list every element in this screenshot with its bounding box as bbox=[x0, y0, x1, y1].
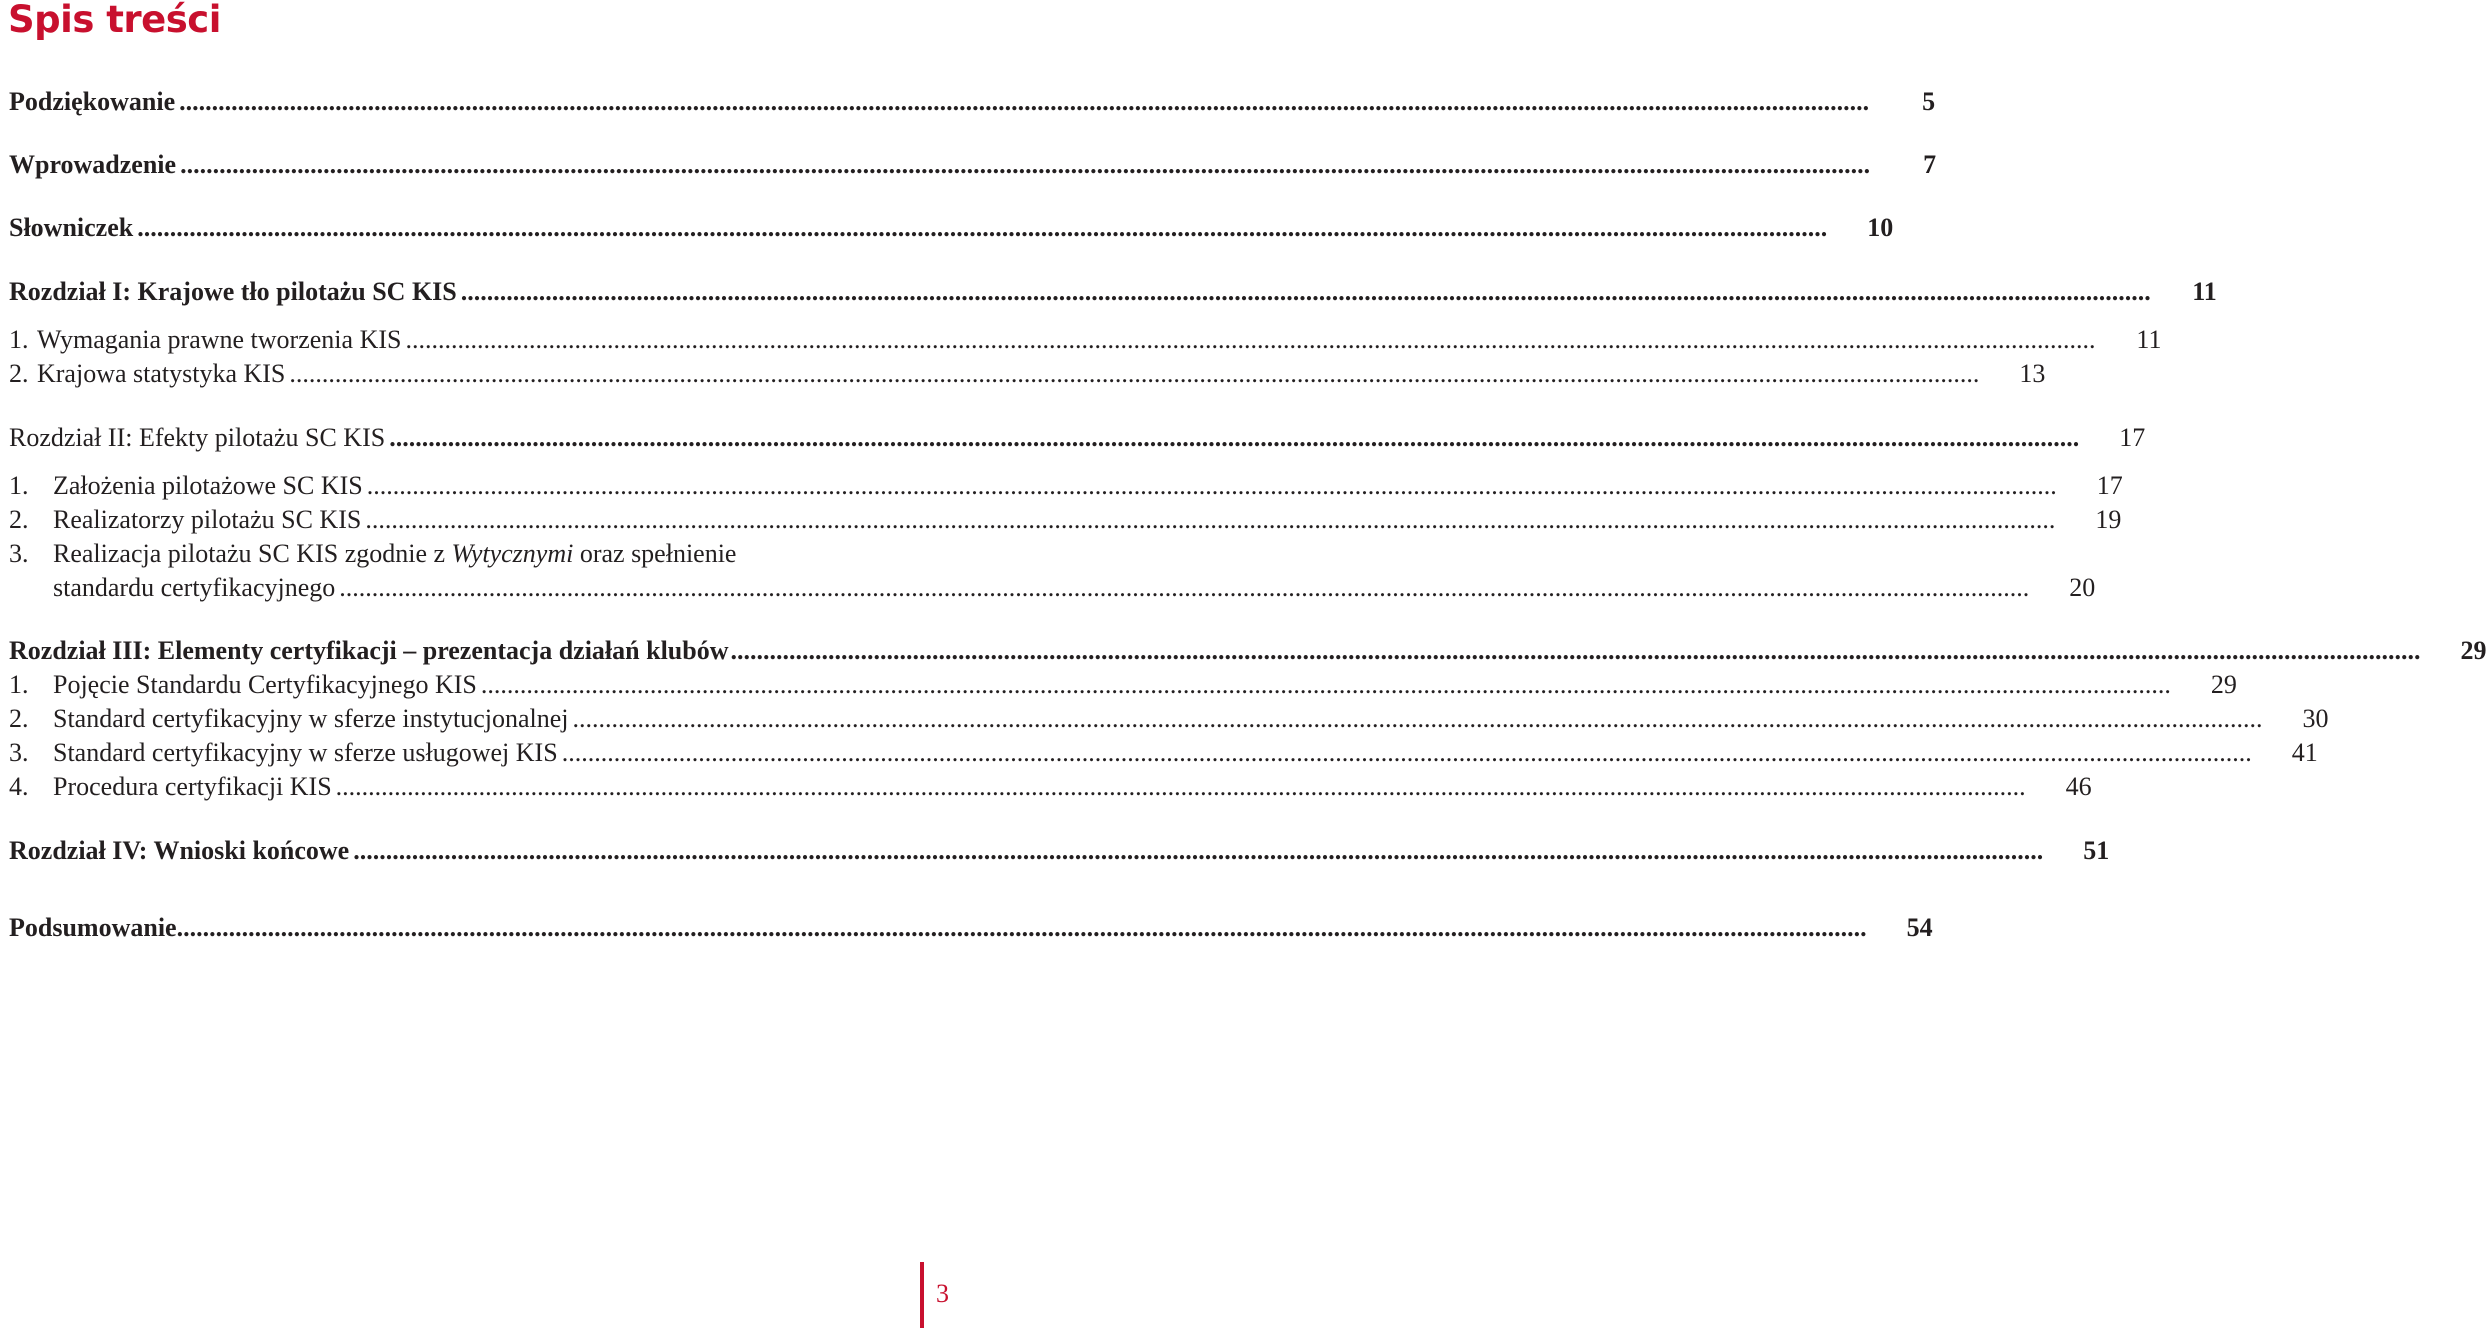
toc-entry-number: 1. bbox=[9, 325, 29, 354]
toc-page-number: 46 bbox=[2065, 772, 2092, 801]
toc-entry-label: Procedura certyfikacji KIS bbox=[53, 772, 332, 801]
toc-page-number: 11 bbox=[2192, 277, 2217, 306]
toc-entry-2-2[interactable] bbox=[9, 503, 2122, 537]
toc-entry-3-2[interactable] bbox=[9, 702, 2329, 736]
toc-page-number: 5 bbox=[1922, 87, 1936, 116]
toc-entry-label bbox=[53, 537, 736, 571]
toc-entry-label: Realizatorzy pilotażu SC KIS bbox=[53, 505, 362, 534]
dot-leader bbox=[336, 770, 2026, 804]
page-number: 3 bbox=[936, 1279, 949, 1308]
toc-entry-podsumowanie[interactable] bbox=[9, 911, 1933, 945]
toc-entry-wprowadzenie[interactable] bbox=[9, 148, 1937, 182]
toc-entry-3-3[interactable] bbox=[9, 736, 2318, 770]
toc-entry-1-2[interactable] bbox=[9, 357, 2046, 391]
toc-entry-label: Wymagania prawne tworzenia KIS bbox=[37, 325, 402, 354]
toc-entry-number: 2. bbox=[9, 704, 29, 733]
dot-leader bbox=[339, 571, 2029, 605]
toc-page-number: 17 bbox=[2096, 471, 2123, 500]
toc-entry-3-4[interactable] bbox=[9, 770, 2092, 804]
toc-entry-chapter-4[interactable] bbox=[9, 834, 2110, 868]
dot-leader bbox=[177, 911, 1867, 945]
toc-entry-label-italic: Wytycznymi bbox=[451, 539, 574, 568]
toc-entry-3-1[interactable] bbox=[9, 668, 2237, 702]
toc-page-number: 13 bbox=[2019, 359, 2046, 388]
dot-leader bbox=[572, 702, 2262, 736]
toc-entry-chapter-3[interactable] bbox=[9, 634, 2487, 668]
dot-leader bbox=[481, 668, 2171, 702]
toc-entry-1-1[interactable] bbox=[9, 323, 2162, 357]
toc-page-number: 17 bbox=[2119, 423, 2146, 452]
toc-entry-label: Rozdział II: Efekty pilotażu SC KIS bbox=[9, 423, 386, 452]
dot-leader bbox=[405, 323, 2095, 357]
toc-entry-number: 1. bbox=[9, 471, 29, 500]
toc-page-number: 11 bbox=[2136, 325, 2162, 354]
toc-entry-label: Krajowa statystyka KIS bbox=[37, 359, 286, 388]
dot-leader bbox=[137, 211, 1827, 245]
toc-entry-label: Podsumowanie bbox=[9, 913, 177, 942]
toc-entry-label-part: oraz spełnienie bbox=[573, 539, 737, 568]
toc-page-number: 19 bbox=[2095, 505, 2122, 534]
toc-page-number: 20 bbox=[2069, 573, 2096, 602]
toc-entry-2-3[interactable] bbox=[9, 537, 919, 571]
toc-entry-label: Słowniczek bbox=[9, 213, 134, 242]
toc-entry-2-1[interactable] bbox=[9, 469, 2123, 503]
toc-entry-label: standardu certyfikacyjnego bbox=[53, 573, 336, 602]
toc-entry-chapter-2[interactable] bbox=[9, 421, 2146, 455]
toc-page-number: 51 bbox=[2083, 836, 2110, 865]
toc-entry-2-3-continuation[interactable] bbox=[53, 571, 2096, 605]
toc-entry-number: 3. bbox=[9, 539, 29, 568]
dot-leader bbox=[289, 357, 1979, 391]
dot-leader bbox=[365, 503, 2055, 537]
toc-page-number: 41 bbox=[2291, 738, 2318, 767]
toc-entry-number: 1. bbox=[9, 670, 29, 699]
toc-entry-number: 2. bbox=[9, 505, 29, 534]
toc-entry-label: Założenia pilotażowe SC KIS bbox=[53, 471, 363, 500]
dot-leader bbox=[367, 469, 2057, 503]
dot-leader bbox=[179, 85, 1869, 119]
dot-leader bbox=[353, 834, 2043, 868]
toc-page-number: 29 bbox=[2460, 636, 2487, 665]
page-title: Spis treści bbox=[8, 0, 221, 41]
dot-leader bbox=[180, 148, 1870, 182]
toc-page-number: 7 bbox=[1923, 150, 1937, 179]
toc-entry-chapter-1[interactable] bbox=[9, 275, 2217, 309]
toc-page-number: 29 bbox=[2210, 670, 2237, 699]
toc-page-number: 54 bbox=[1906, 913, 1933, 942]
toc-entry-label: Wprowadzenie bbox=[9, 150, 177, 179]
toc-entry-label: Standard certyfikacyjny w sferze instytucjonalnej bbox=[53, 704, 569, 733]
dot-leader bbox=[731, 634, 2421, 668]
toc-page-number: 30 bbox=[2302, 704, 2329, 733]
dot-leader bbox=[461, 275, 2151, 309]
dot-leader bbox=[562, 736, 2252, 770]
toc-page-number: 10 bbox=[1867, 213, 1894, 242]
toc-entry-label: Rozdział III: Elementy certyfikacji – prezentacja działań klubów bbox=[9, 636, 729, 665]
toc-entry-label-part: Realizacja pilotażu SC KIS zgodnie z bbox=[53, 539, 452, 568]
toc-entry-slowniczek[interactable] bbox=[9, 211, 1894, 245]
toc-entry-label: Podziękowanie bbox=[9, 87, 176, 116]
toc-entry-label: Rozdział IV: Wnioski końcowe bbox=[9, 836, 350, 865]
dot-leader bbox=[389, 421, 2079, 455]
toc-entry-number: 2. bbox=[9, 359, 29, 388]
page-number-rule bbox=[920, 1262, 924, 1328]
toc-entry-number: 4. bbox=[9, 772, 29, 801]
toc-entry-label: Standard certyfikacyjny w sferze usługowej KIS bbox=[53, 738, 558, 767]
toc-entry-number: 3. bbox=[9, 738, 29, 767]
toc-entry-label: Pojęcie Standardu Certyfikacyjnego KIS bbox=[53, 670, 477, 699]
toc-entry-podziekowanie[interactable] bbox=[9, 85, 1936, 119]
toc-entry-label: Rozdział I: Krajowe tło pilotażu SC KIS bbox=[9, 277, 457, 306]
